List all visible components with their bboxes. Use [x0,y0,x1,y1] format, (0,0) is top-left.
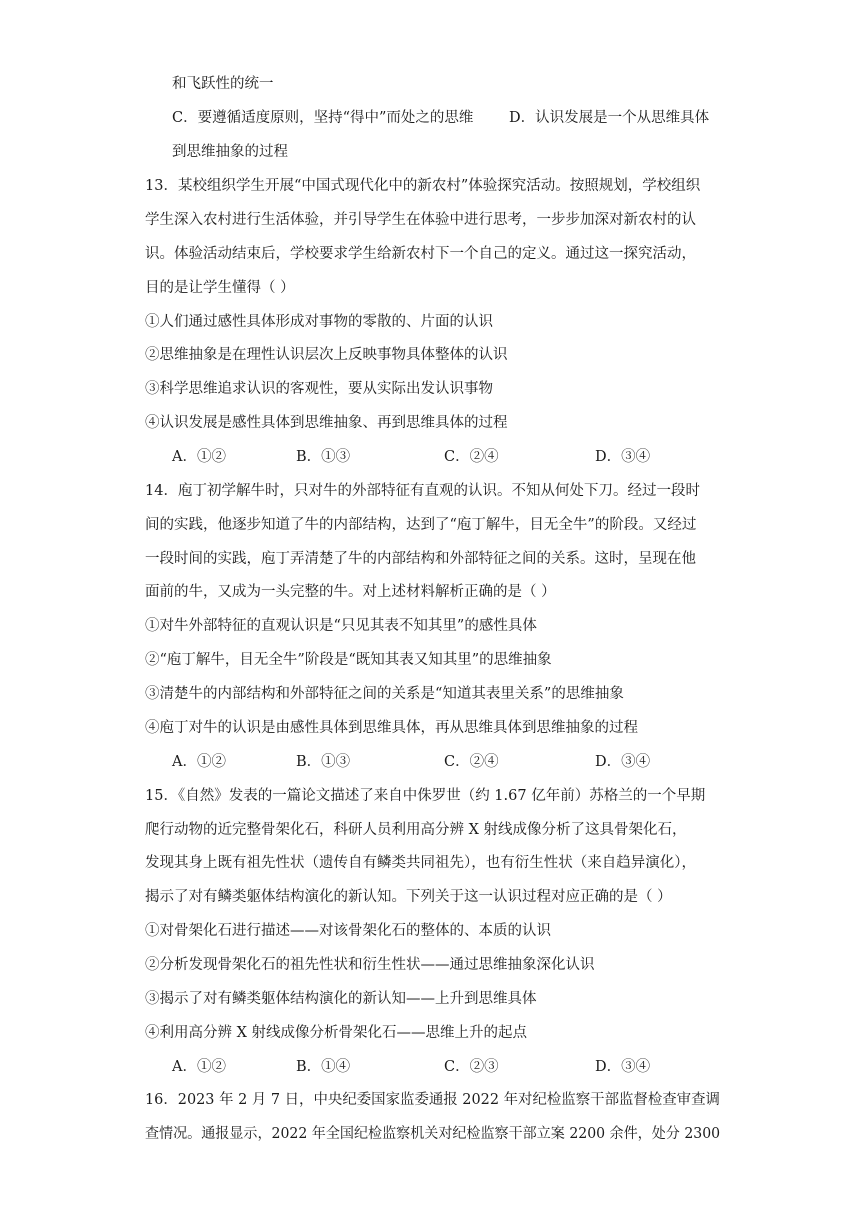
q15-stem-line: 15．《自然》发表的一篇论文描述了来自中侏罗世（约 1.67 亿年前）苏格兰的一个早期 [145,788,706,804]
q15-option-d: D．③④ [595,1059,651,1075]
q13-option-a: A．①② [172,449,226,465]
q14-option-a: A．①② [172,754,226,770]
q14-option-d: D．③④ [595,754,651,770]
q15-statement-2: ②分析发现骨架化石的祖先性状和衍生性状——通过思维抽象深化认识 [145,957,595,973]
q14-stem-line: 14．庖丁初学解牛时，只对牛的外部特征有直观的认识。不知从何处下刀。经过一段时 [145,483,700,499]
q14-statement-3: ③清楚牛的内部结构和外部特征之间的关系是“知道其表里关系”的思维抽象 [145,686,624,702]
q15-statement-3: ③揭示了对有鳞类躯体结构演化的新认知——上升到思维具体 [145,991,537,1007]
q15-stem-line: 爬行动物的近完整骨架化石，科研人员利用高分辨 X 射线成像分析了这具骨架化石， [145,822,687,838]
q14-statement-4: ④庖丁对牛的认识是由感性具体到思维具体，再从思维具体到思维抽象的过程 [145,720,638,736]
q13-stem-line: 学生深入农村进行生活体验，并引导学生在体验中进行思考，一步步加深对新农村的认 [145,212,696,228]
q14-stem-line: 一段时间的实践，庖丁弄清楚了牛的内部结构和外部特征之间的关系。这时，呈现在他 [145,551,696,567]
q13-statement-4: ④认识发展是感性具体到思维抽象、再到思维具体的过程 [145,415,508,431]
q13-stem-line: 13．某校组织学生开展“中国式现代化中的新农村”体验探究活动。按照规划，学校组织 [145,178,701,194]
prev-option-d: D．认识发展是一个从思维具体 [509,110,710,126]
q13-option-b: B．①③ [296,449,351,465]
q16-stem-line: 16．2023 年 2 月 7 日，中央纪委国家监委通报 2022 年对纪检监察干部监督检查审查调 [145,1092,720,1108]
q15-option-a: A．①② [172,1059,226,1075]
q14-stem-line: 间的实践，他逐步知道了牛的内部结构，达到了“庖丁解牛，目无全牛”的阶段。又经过 [145,517,697,533]
q13-option-c: C．②④ [444,449,499,465]
q14-statement-1: ①对牛外部特征的直观认识是“只见其表不知其里”的感性具体 [145,618,537,634]
prev-question-line: 到思维抽象的过程 [172,144,288,160]
q13-statement-3: ③科学思维追求认识的客观性，要从实际出发认识事物 [145,381,493,397]
q16-stem-line: 查情况。通报显示，2022 年全国纪检监察机关对纪检监察干部立案 2200 余件，处分 2300 [145,1126,721,1142]
q13-stem-line: 目的是让学生懂得（ ） [145,280,295,296]
q15-statement-1: ①对骨架化石进行描述——对该骨架化石的整体的、本质的认识 [145,923,551,939]
q13-statement-2: ②思维抽象是在理性认识层次上反映事物具体整体的认识 [145,347,508,363]
q14-stem-line: 面前的牛，又成为一头完整的牛。对上述材料解析正确的是（ ） [145,584,556,600]
q15-statement-4: ④利用高分辨 X 射线成像分析骨架化石——思维上升的起点 [145,1025,528,1041]
q15-option-c: C．②③ [444,1059,499,1075]
q15-stem-line: 发现其身上既有祖先性状（遗传自有鳞类共同祖先），也有衍生性状（来自趋异演化）， [145,855,696,871]
q13-statement-1: ①人们通过感性具体形成对事物的零散的、片面的认识 [145,314,493,330]
q14-option-c: C．②④ [444,754,499,770]
q14-statement-2: ②“庖丁解牛，目无全牛”阶段是“既知其表又知其里”的思维抽象 [145,652,552,668]
prev-option-c: C．要遵循适度原则，坚持“得中”而处之的思维 [172,110,474,126]
prev-question-line: 和飞跃性的统一 [172,76,274,92]
q13-stem-line: 识。体验活动结束后，学校要求学生给新农村下一个自己的定义。通过这一探究活动， [145,246,696,262]
q15-stem-line: 揭示了对有鳞类躯体结构演化的新认知。下列关于这一认识过程对应正确的是（ ） [145,889,672,905]
q14-option-b: B．①③ [296,754,351,770]
q15-option-b: B．①④ [296,1059,351,1075]
q13-option-d: D．③④ [595,449,651,465]
